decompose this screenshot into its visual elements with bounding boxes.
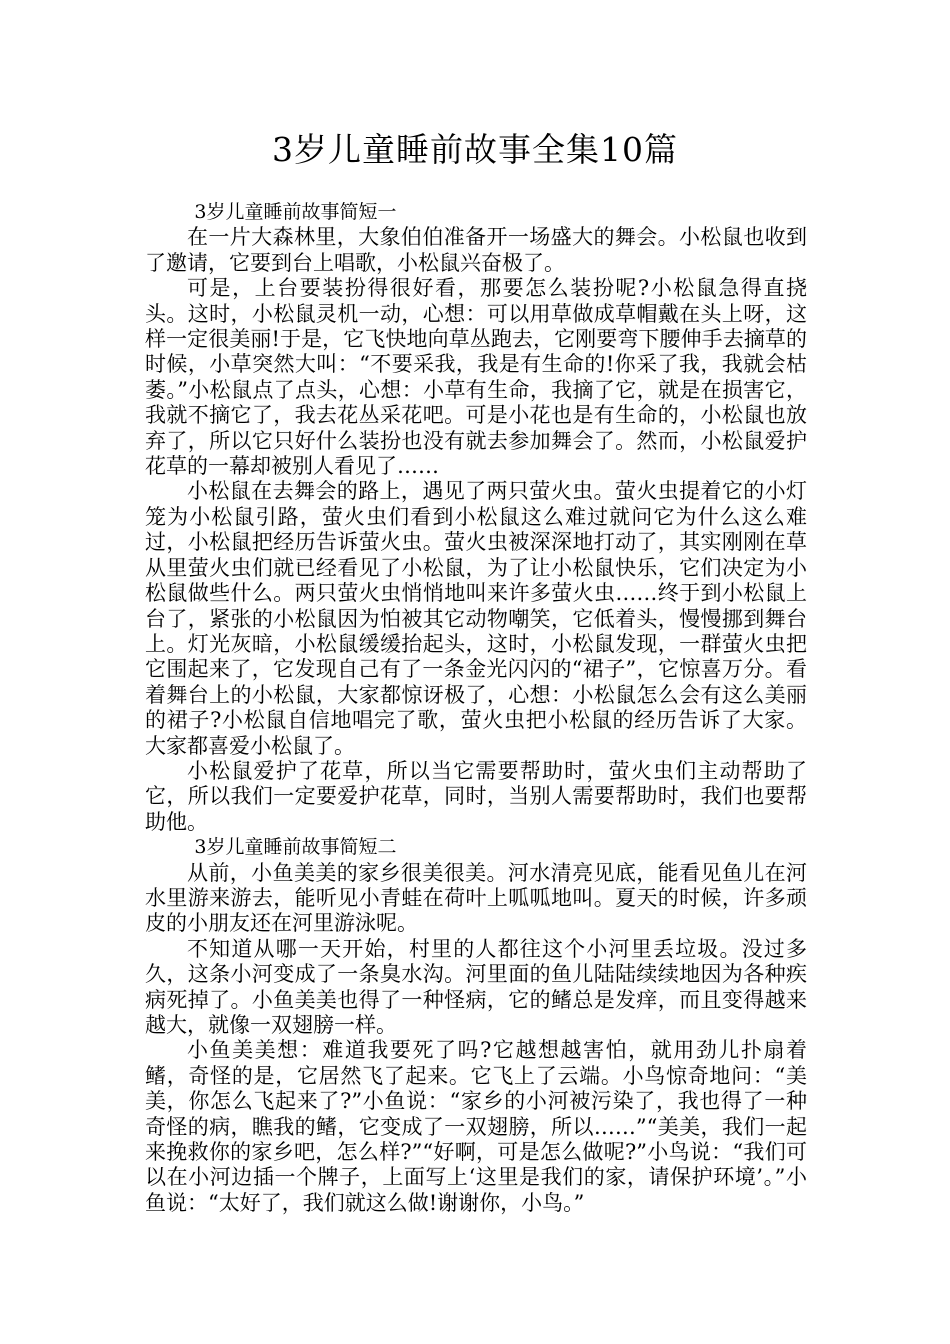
section-heading: 3岁儿童睡前故事简短一: [194, 201, 397, 223]
document-body: [145, 200, 807, 1216]
paragraph: 可是，上台要装扮得很好看，那要怎么装扮呢?小松鼠急得直挠头。这时，小松鼠灵机一动，心想：可以用草做成草帽戴在头上呀，这样一定很美丽!于是，它飞快地向草丛跑去，它刚要弯下腰伸手去摘草的时候，小草突然大叫：“不要采我，我是有生命的!你采了我，我就会枯萎。”小松鼠点了点头，心想：小草有生命，我摘了它，就是在损害它，我就不摘它了，我去花丛采花吧。可是小花也是有生命的，小松鼠也放弃了，所以它只好什么装扮也没有就去参加舞会了。然而，小松鼠爱护花草的一幕却被别人看见了……: [145, 276, 807, 479]
paragraph: 小松鼠爱护了花草，所以当它需要帮助时，萤火虫们主动帮助了它，所以我们一定要爱护花草，同时，当别人需要帮助时，我们也要帮助他。: [145, 758, 807, 834]
section-heading: 3岁儿童睡前故事简短二: [194, 836, 397, 859]
paragraph: 在一片大森林里，大象伯伯准备开一场盛大的舞会。小松鼠也收到了邀请，它要到台上唱歌，小松鼠兴奋极了。: [145, 225, 807, 275]
paragraph: 不知道从哪一天开始，村里的人都往这个小河里丢垃圾。没过多久，这条小河变成了一条臭水沟。河里面的鱼儿陆陆续续地因为各种疾病死掉了。小鱼美美也得了一种怪病，它的鳍总是发痒，而且变得越来越大，就像一双翅膀一样。: [145, 936, 807, 1037]
document-title: 3岁儿童睡前故事全集10篇: [272, 130, 678, 169]
paragraph: 小鱼美美想：难道我要死了吗?它越想越害怕，就用劲儿扑扇着鳍，奇怪的是，它居然飞了起来。它飞上了云端。小鸟惊奇地问：“美美，你怎么飞起来了?”小鱼说：“家乡的小河被污染了，我也得了一种奇怪的病，瞧我的鳍，它变成了一双翅膀，所以……”“美美，我们一起来挽救你的家乡吧，怎么样?”“好啊，可是怎么做呢?”小鸟说：“我们可以在小河边插一个牌子，上面写上‘这里是我们的家，请保护环境’。”小鱼说：“太好了，我们就这么做!谢谢你，小鸟。”: [145, 1038, 807, 1215]
paragraph: 从前，小鱼美美的家乡很美很美。河水清亮见底，能看见鱼儿在河水里游来游去，能听见小青蛙在荷叶上呱呱地叫。夏天的时候，许多顽皮的小朋友还在河里游泳呢。: [145, 860, 807, 936]
paragraph: 小松鼠在去舞会的路上，遇见了两只萤火虫。萤火虫提着它的小灯笼为小松鼠引路，萤火虫们看到小松鼠这么难过就问它为什么这么难过，小松鼠把经历告诉萤火虫。萤火虫被深深地打动了，其实刚刚在草从里萤火虫们就已经看见了小松鼠，为了让小松鼠快乐，它们决定为小松鼠做些什么。两只萤火虫悄悄地叫来许多萤火虫……终于到小松鼠上台了，紧张的小松鼠因为怕被其它动物嘲笑，它低着头，慢慢挪到舞台上。灯光灰暗，小松鼠缓缓抬起头，这时，小松鼠发现，一群萤火虫把它围起来了，它发现自己有了一条金光闪闪的“裙子”，它惊喜万分。看着舞台上的小松鼠，大家都惊讶极了，心想：小松鼠怎么会有这么美丽的裙子?小松鼠自信地唱完了歌，萤火虫把小松鼠的经历告诉了大家。大家都喜爱小松鼠了。: [145, 479, 807, 758]
